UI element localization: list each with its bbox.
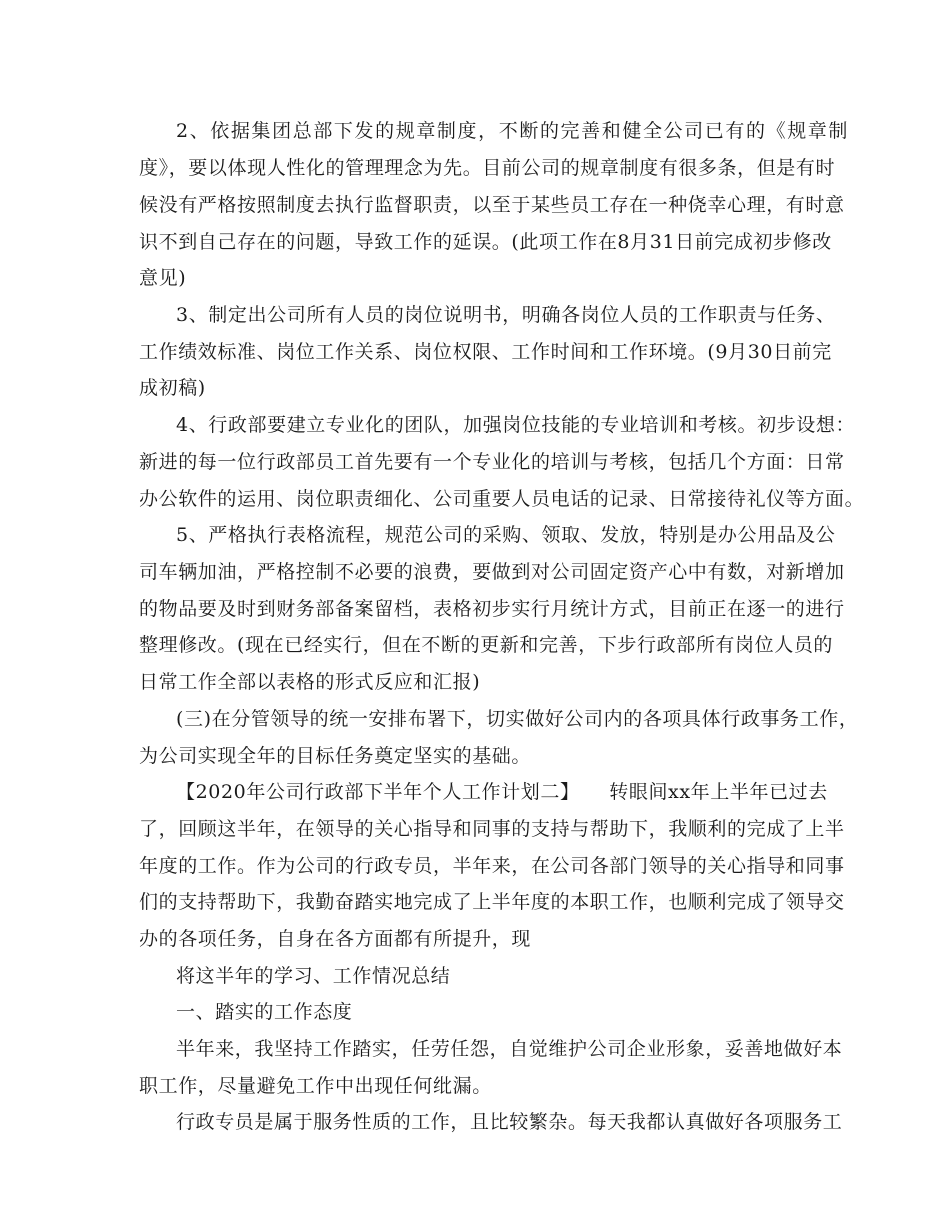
text-line: 办的各项任务，自身在各方面都有所提升，现 xyxy=(139,928,532,950)
text-line: 工作绩效标准、岗位工作关系、岗位权限、工作时间和工作环境。(9月30日前完 xyxy=(139,341,832,363)
text-line: 年度的工作。作为公司的行政专员，半年来，在公司各部门领导的关心指导和同事 xyxy=(139,855,845,877)
text-line: 职工作，尽量避免工作中出现任何纰漏。 xyxy=(139,1075,492,1097)
text-line: 【2020年公司行政部下半年个人工作计划二】 转眼间xx年上半年已过去 xyxy=(176,781,828,803)
text-line: 司车辆加油，严格控制不必要的浪费，要做到对公司固定资产心中有数，对新增加 xyxy=(139,561,845,583)
text-line: 日常工作全部以表格的形式反应和汇报) xyxy=(139,671,481,693)
text-line: 半年来，我坚持工作踏实，任劳任怨，自觉维护公司企业形象，妥善地做好本 xyxy=(176,1038,843,1060)
text-line: 了，回顾这半年，在领导的关心指导和同事的支持与帮助下，我顺利的完成了上半 xyxy=(139,818,845,840)
text-line: 整理修改。(现在已经实行，但在不断的更新和完善，下步行政部所有岗位人员的 xyxy=(139,634,834,656)
text-line: 将这半年的学习、工作情况总结 xyxy=(176,965,451,987)
text-line: 4、行政部要建立专业化的团队，加强岗位技能的专业培训和考核。初步设想： xyxy=(176,414,856,436)
text-line: 候没有严格按照制度去执行监督职责，以至于某些员工存在一种侥幸心理，有时意 xyxy=(139,194,845,216)
text-line: 们的支持帮助下，我勤奋踏实地完成了上半年度的本职工作，也顺利完成了领导交 xyxy=(139,891,845,913)
text-line: (三)在分管领导的统一安排布署下，切实做好公司内的各项具体行政事务工作， xyxy=(176,708,859,730)
text-line: 度》，要以体现人性化的管理理念为先。目前公司的规章制度有很多条，但是有时 xyxy=(139,157,836,179)
text-line: 新进的每一位行政部员工首先要有一个专业化的培训与考核，包括几个方面：日常 xyxy=(139,451,845,473)
text-line: 行政专员是属于服务性质的工作，且比较繁杂。每天我都认真做好各项服务工 xyxy=(176,1111,843,1133)
text-line: 为公司实现全年的目标任务奠定坚实的基础。 xyxy=(139,745,532,767)
text-line: 5、严格执行表格流程，规范公司的采购、领取、发放，特别是办公用品及公 xyxy=(176,524,836,546)
text-line: 2、依据集团总部下发的规章制度，不断的完善和健全公司已有的《规章制 xyxy=(176,120,848,142)
text-line: 意见) xyxy=(139,267,187,289)
text-line: 识不到自己存在的问题，导致工作的延误。(此项工作在8月31日前完成初步修改 xyxy=(139,231,832,253)
text-line: 办公软件的运用、岗位职责细化、公司重要人员电话的记录、日常接待礼仪等方面。 xyxy=(139,488,865,510)
text-line: 成初稿) xyxy=(139,377,206,399)
text-line: 3、制定出公司所有人员的岗位说明书，明确各岗位人员的工作职责与任务、 xyxy=(176,304,836,326)
section-heading: 一、踏实的工作态度 xyxy=(176,1001,353,1023)
text-line: 的物品要及时到财务部备案留档，表格初步实行月统计方式，目前正在逐一的进行 xyxy=(139,598,845,620)
